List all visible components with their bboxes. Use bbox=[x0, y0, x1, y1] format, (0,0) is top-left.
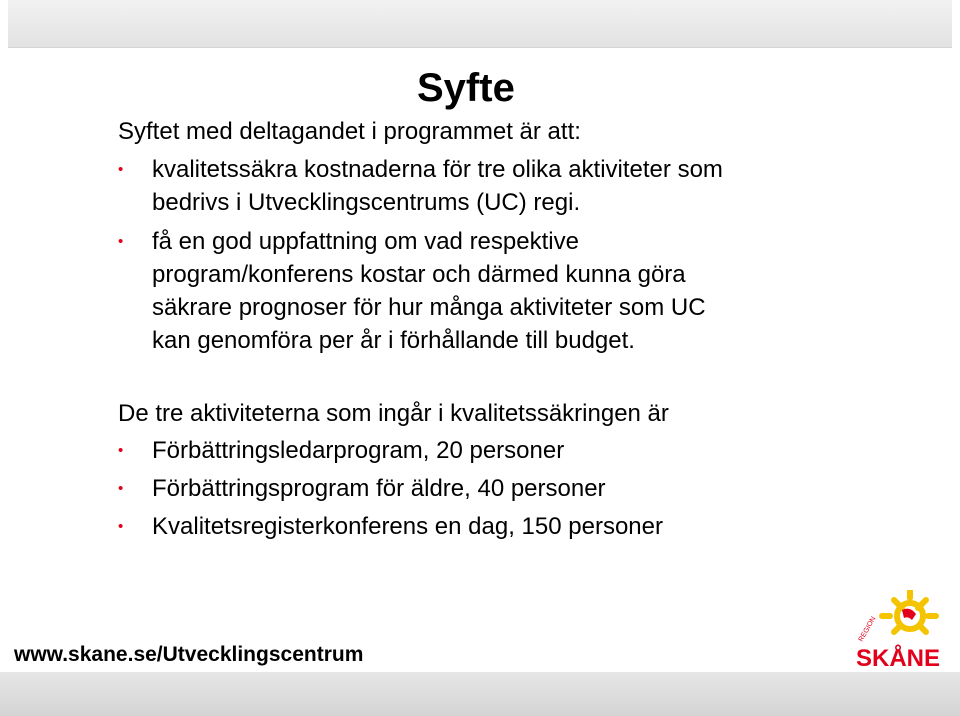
bullet-line: program/konferens kostar och därmed kunna göra bbox=[152, 261, 686, 288]
bullet-item bbox=[118, 225, 706, 357]
region-skane-logo bbox=[850, 590, 946, 670]
bullet-line: bedrivs i Utvecklingscentrums (UC) regi. bbox=[152, 189, 581, 216]
bullet-line: kvalitetssäkra kostnaderna för tre olika aktiviteter som bbox=[152, 156, 723, 183]
bullet-item bbox=[118, 510, 663, 543]
top-banner bbox=[8, 0, 952, 48]
section-heading: De tre aktiviteterna som ingår i kvalitetssäkringen är bbox=[118, 400, 669, 427]
intro-text: Syftet med deltagandet i programmet är att: bbox=[118, 118, 581, 145]
bottom-banner bbox=[0, 672, 960, 716]
bullet-line: Förbättringsledarprogram, 20 personer bbox=[152, 437, 565, 464]
bullet-line: säkrare prognoser för hur många aktiviteter som UC bbox=[152, 294, 706, 321]
slide-title: Syfte bbox=[417, 66, 515, 110]
bullet-line: Förbättringsprogram för äldre, 40 personer bbox=[152, 475, 606, 502]
bullet-item bbox=[118, 153, 723, 219]
logo-text: SKÅNE bbox=[856, 645, 941, 670]
bullet-item bbox=[118, 472, 606, 505]
bullet-dot-icon: • bbox=[118, 233, 124, 250]
footer-url: www.skane.se/Utvecklingscentrum bbox=[14, 643, 364, 666]
bullet-dot-icon: • bbox=[118, 480, 124, 497]
bullet-line: kan genomföra per år i förhållande till budget. bbox=[152, 327, 635, 354]
bullet-line: Kvalitetsregisterkonferens en dag, 150 personer bbox=[152, 513, 663, 540]
bullet-dot-icon: • bbox=[118, 442, 124, 459]
logo-small-text: REGION bbox=[857, 615, 878, 643]
bullet-line: få en god uppfattning om vad respektive bbox=[152, 228, 579, 255]
logo-griffin-head bbox=[902, 609, 916, 620]
bullet-dot-icon: • bbox=[118, 161, 124, 178]
bullet-item bbox=[118, 434, 564, 467]
bullet-dot-icon: • bbox=[118, 518, 124, 535]
griffin-emblem-icon bbox=[882, 590, 936, 632]
